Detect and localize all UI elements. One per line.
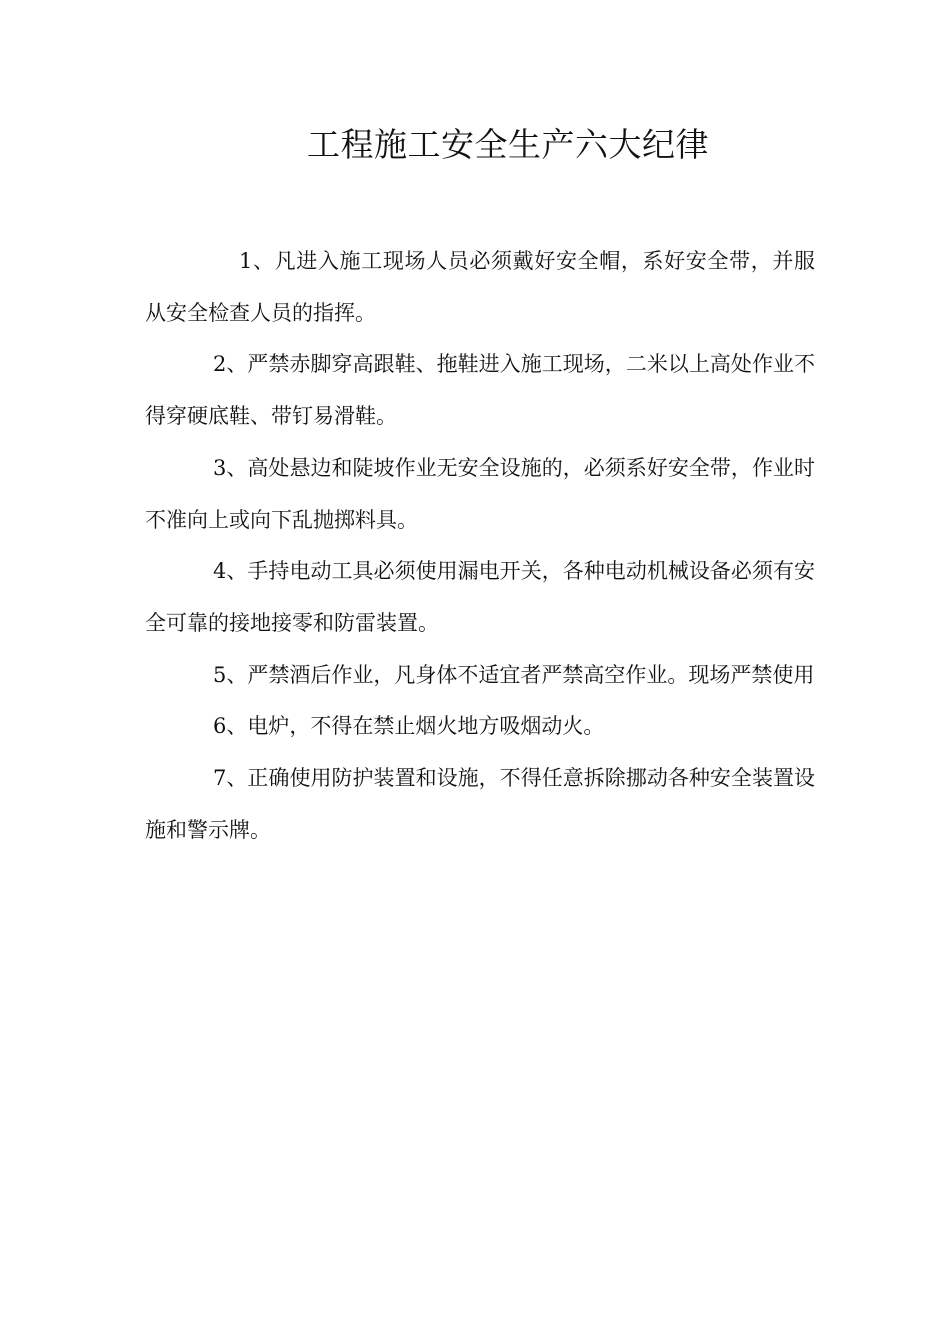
page-title: 工程施工安全生产六大纪律	[307, 125, 709, 164]
rule-6: 6、电炉，不得在禁止烟火地方吸烟动火。	[213, 714, 605, 739]
rule-7: 7、正确使用防护装置和设施，不得任意拆除挪动各种安全装置设施和警示牌。	[145, 766, 815, 842]
rules-list	[145, 236, 815, 856]
rule-1: 1、凡进入施工现场人员必须戴好安全帽，系好安全带，并服从安全检查人员的指挥。	[145, 249, 815, 325]
rule-5: 5、严禁酒后作业，凡身体不适宜者严禁高空作业。现场严禁使用	[213, 662, 815, 687]
rule-3: 3、高处悬边和陡坡作业无安全设施的，必须系好安全带，作业时不准向上或向下乱抛掷料具。	[145, 455, 815, 532]
rule-4: 4、手持电动工具必须使用漏电开关，各种电动机械设备必须有安全可靠的接地接零和防雷装置。	[145, 559, 815, 635]
rule-2: 2、严禁赤脚穿高跟鞋、拖鞋进入施工现场，二米以上高处作业不得穿硬底鞋、带钉易滑鞋。	[145, 352, 815, 429]
